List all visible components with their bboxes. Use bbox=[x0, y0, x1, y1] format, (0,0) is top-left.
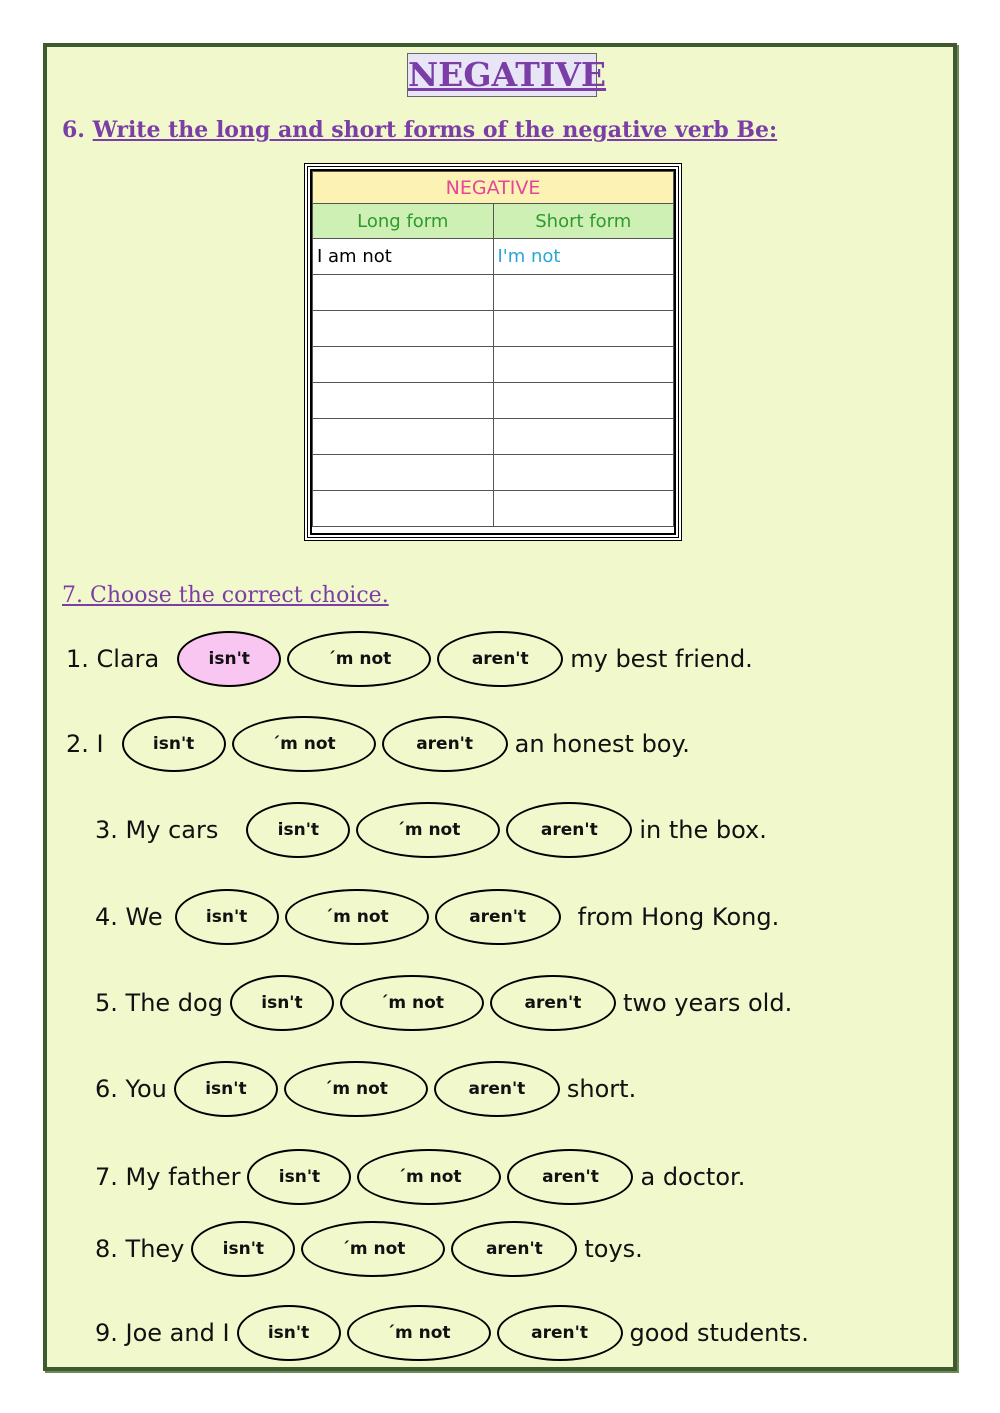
column-header-long-form: Long form bbox=[313, 204, 494, 239]
short-form-cell[interactable]: I'm not bbox=[493, 239, 674, 275]
option-m-not-oval[interactable]: ´m not bbox=[347, 1305, 491, 1361]
short-form-cell[interactable] bbox=[493, 491, 674, 527]
question-subject: 6. You bbox=[95, 1075, 167, 1103]
worksheet-page bbox=[43, 43, 957, 1371]
question-ending: two years old. bbox=[622, 989, 793, 1017]
long-form-cell[interactable] bbox=[313, 491, 494, 527]
option-m-not-oval[interactable]: ´m not bbox=[232, 716, 376, 772]
question-subject: 5. The dog bbox=[95, 989, 223, 1017]
table-row bbox=[313, 455, 674, 491]
option-arent-oval[interactable]: aren't bbox=[435, 889, 561, 945]
option-isnt-oval[interactable]: isn't bbox=[191, 1221, 295, 1277]
question-row-1 bbox=[62, 629, 757, 689]
column-header-short-form: Short form bbox=[493, 204, 674, 239]
short-form-cell[interactable] bbox=[493, 347, 674, 383]
question-row-9 bbox=[91, 1303, 813, 1363]
question-row-3 bbox=[91, 800, 771, 860]
option-isnt-oval[interactable]: isn't bbox=[247, 1149, 351, 1205]
option-arent-oval[interactable]: aren't bbox=[382, 716, 508, 772]
long-form-cell[interactable] bbox=[313, 383, 494, 419]
question-ending: good students. bbox=[629, 1319, 809, 1347]
option-arent-oval[interactable]: aren't bbox=[490, 975, 616, 1031]
option-arent-oval[interactable]: aren't bbox=[434, 1061, 560, 1117]
option-isnt-oval[interactable]: isn't bbox=[122, 716, 226, 772]
option-isnt-oval[interactable]: isn't bbox=[237, 1305, 341, 1361]
question-row-6 bbox=[91, 1059, 640, 1119]
option-isnt-oval[interactable]: isn't bbox=[246, 802, 350, 858]
option-arent-oval[interactable]: aren't bbox=[497, 1305, 623, 1361]
table-row bbox=[313, 419, 674, 455]
table-row bbox=[313, 275, 674, 311]
option-m-not-oval[interactable]: ´m not bbox=[340, 975, 484, 1031]
table-row bbox=[313, 311, 674, 347]
question-subject: 7. My father bbox=[95, 1163, 241, 1191]
negative-forms-table-frame bbox=[304, 163, 682, 541]
option-arent-oval[interactable]: aren't bbox=[506, 802, 632, 858]
question-subject: 9. Joe and I bbox=[95, 1319, 230, 1347]
long-form-cell[interactable] bbox=[313, 275, 494, 311]
short-form-cell[interactable] bbox=[493, 383, 674, 419]
table-row bbox=[313, 239, 674, 275]
option-arent-oval[interactable]: aren't bbox=[437, 631, 563, 687]
option-m-not-oval[interactable]: ´m not bbox=[287, 631, 431, 687]
question-row-2 bbox=[62, 714, 694, 774]
question-ending: toys. bbox=[584, 1235, 643, 1263]
long-form-cell[interactable]: I am not bbox=[313, 239, 494, 275]
exercise-6-number: 6. bbox=[62, 117, 85, 143]
long-form-cell[interactable] bbox=[313, 347, 494, 383]
option-arent-oval[interactable]: aren't bbox=[507, 1149, 633, 1205]
option-m-not-oval[interactable]: ´m not bbox=[284, 1061, 428, 1117]
question-subject: 3. My cars bbox=[95, 816, 219, 844]
question-ending: in the box. bbox=[639, 816, 767, 844]
question-row-4 bbox=[91, 887, 783, 947]
question-row-8 bbox=[91, 1219, 647, 1279]
question-ending: from Hong Kong. bbox=[577, 903, 780, 931]
question-row-5 bbox=[91, 973, 796, 1033]
question-subject: 4. We bbox=[95, 903, 163, 931]
question-subject: 8. They bbox=[95, 1235, 185, 1263]
exercise-6-heading bbox=[62, 117, 777, 143]
option-m-not-oval[interactable]: ´m not bbox=[301, 1221, 445, 1277]
question-ending: my best friend. bbox=[570, 645, 753, 673]
option-isnt-oval[interactable]: isn't bbox=[177, 631, 281, 687]
option-m-not-oval[interactable]: ´m not bbox=[285, 889, 429, 945]
long-form-cell[interactable] bbox=[313, 311, 494, 347]
option-isnt-oval[interactable]: isn't bbox=[175, 889, 279, 945]
short-form-cell[interactable] bbox=[493, 275, 674, 311]
question-subject: 1. Clara bbox=[66, 645, 160, 673]
short-form-cell[interactable] bbox=[493, 419, 674, 455]
long-form-cell[interactable] bbox=[313, 419, 494, 455]
exercise-7-heading: 7. Choose the correct choice. bbox=[62, 583, 389, 608]
short-form-cell[interactable] bbox=[493, 455, 674, 491]
option-m-not-oval[interactable]: ´m not bbox=[357, 1149, 501, 1205]
question-subject: 2. I bbox=[66, 730, 104, 758]
long-form-cell[interactable] bbox=[313, 455, 494, 491]
question-ending: short. bbox=[566, 1075, 637, 1103]
table-row bbox=[313, 347, 674, 383]
page-title: NEGATIVE bbox=[407, 53, 597, 97]
short-form-cell[interactable] bbox=[493, 311, 674, 347]
question-row-7 bbox=[91, 1147, 749, 1207]
negative-forms-table bbox=[312, 171, 674, 527]
option-arent-oval[interactable]: aren't bbox=[451, 1221, 577, 1277]
exercise-6-instruction: Write the long and short forms of the negative verb Be: bbox=[92, 117, 778, 143]
table-row bbox=[313, 491, 674, 527]
option-m-not-oval[interactable]: ´m not bbox=[356, 802, 500, 858]
question-ending: a doctor. bbox=[640, 1163, 746, 1191]
option-isnt-oval[interactable]: isn't bbox=[230, 975, 334, 1031]
question-ending: an honest boy. bbox=[514, 730, 690, 758]
option-isnt-oval[interactable]: isn't bbox=[174, 1061, 278, 1117]
table-row bbox=[313, 383, 674, 419]
table-caption: NEGATIVE bbox=[313, 172, 674, 204]
